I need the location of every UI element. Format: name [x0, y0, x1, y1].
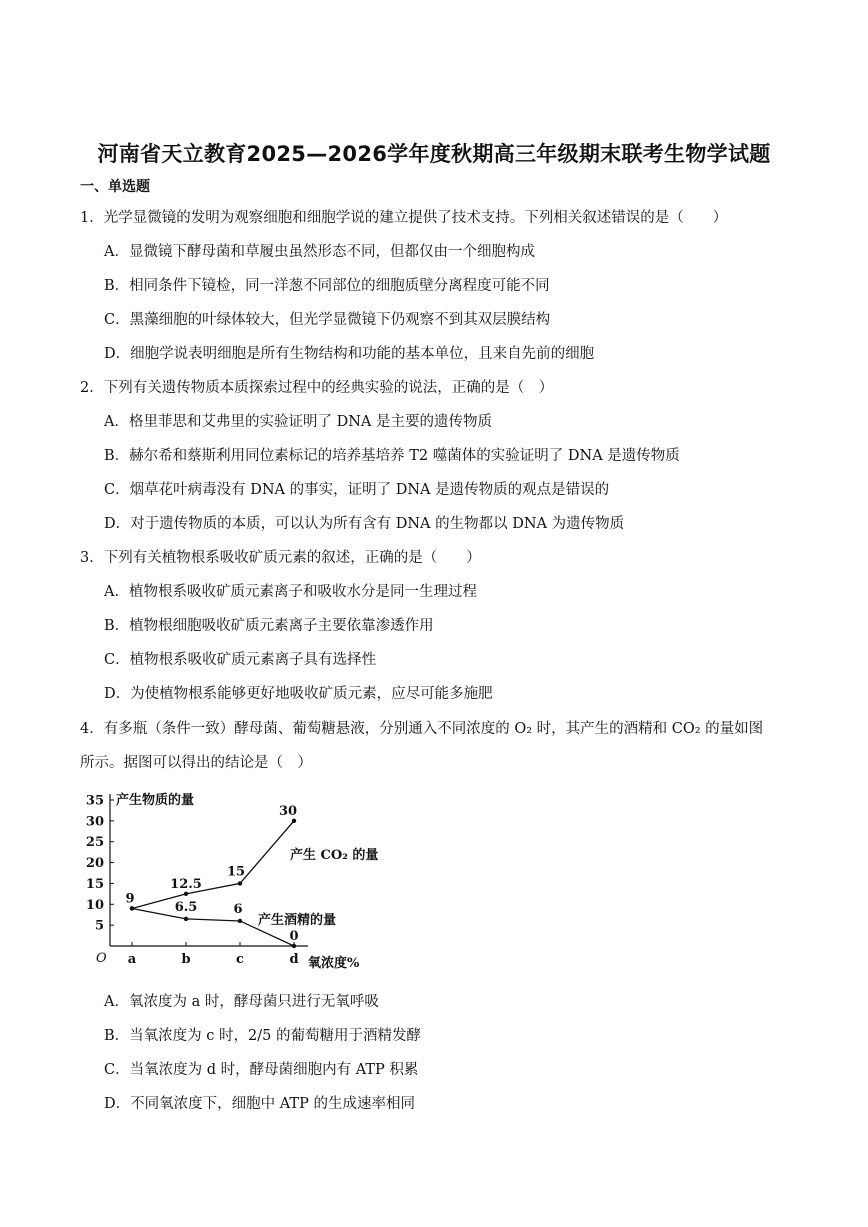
data-label: 12.5 [170, 876, 202, 892]
data-point [238, 919, 242, 923]
question-3-option-c: C．植物根系吸收矿质元素离子具有选择性 [104, 652, 377, 668]
x-tick-label: b [181, 952, 191, 967]
question-1-stem: 1．光学显微镜的发明为观察细胞和细胞学说的建立提供了技术支持。下列相关叙述错误的是（ ） [80, 210, 728, 226]
data-point [130, 906, 134, 910]
y-tick-label: 5 [94, 918, 104, 934]
x-tick-label: d [289, 952, 299, 967]
x-tick-label: a [127, 952, 137, 967]
question-2-option-d: D．对于遗传物质的本质，可以认为所有含有 DNA 的生物都以 DNA 为遗传物质 [104, 516, 625, 532]
question-4-option-a: A．氧浓度为 a 时，酵母菌只进行无氧呼吸 [104, 994, 379, 1010]
question-2-stem: 2．下列有关遗传物质本质探索过程中的经典实验的说法，正确的是（ ） [80, 380, 554, 396]
data-label: 30 [278, 803, 298, 819]
origin-label: O [96, 951, 107, 966]
question-3-option-a: A．植物根系吸收矿质元素离子和吸收水分是同一生理过程 [104, 584, 477, 600]
data-point [292, 944, 296, 948]
question-1-option-b: B．相同条件下镜检，同一洋葱不同部位的细胞质壁分离程度可能不同 [104, 278, 550, 294]
x-axis-label: 氧浓度% [308, 956, 360, 971]
question-2-option-c: C．烟草花叶病毒没有 DNA 的事实，证明了 DNA 是遗传物质的观点是错误的 [104, 482, 610, 498]
data-label: 0 [289, 929, 299, 944]
question-1-option-d: D．细胞学说表明细胞是所有生物结构和功能的基本单位，且来自先前的细胞 [104, 346, 595, 362]
question-4-option-b: B．当氧浓度为 c 时，2/5 的葡萄糖用于酒精发酵 [104, 1028, 421, 1044]
section-heading: 一、单选题 [80, 179, 150, 195]
y-axis-label: 产生物质的量 [116, 793, 195, 808]
oxygen-chart [78, 788, 378, 978]
series-name-label: 产生 CO₂ 的量 [290, 847, 378, 863]
data-label: 6.5 [174, 899, 198, 915]
data-point [238, 881, 242, 885]
paper-title: 河南省天立教育2025—2026学年度秋期高三年级期末联考生物学试题 [97, 142, 771, 166]
question-1-option-a: A．显微镜下酵母菌和草履虫虽然形态不同，但都仅由一个细胞构成 [104, 244, 535, 260]
question-4-option-c: C．当氧浓度为 d 时，酵母菌细胞内有 ATP 积累 [104, 1062, 419, 1078]
series-name-label: 产生酒精的量 [258, 913, 337, 928]
data-point [184, 917, 188, 921]
question-2-option-a: A．格里菲思和艾弗里的实验证明了 DNA 是主要的遗传物质 [104, 414, 492, 430]
y-tick-label: 35 [85, 793, 104, 809]
y-tick-label: 15 [85, 876, 104, 892]
series-line [132, 821, 294, 909]
y-tick-label: 30 [85, 814, 104, 830]
question-4-stem: 4．有多瓶（条件一致）酵母菌、葡萄糖悬液，分别通入不同浓度的 O₂ 时，其产生的酒精和 CO₂ 的量如图 [80, 721, 764, 737]
question-1-option-c: C．黑藻细胞的叶绿体较大，但光学显微镜下仍观察不到其双层膜结构 [104, 312, 551, 328]
question-3-option-d: D．为使植物根系能够更好地吸收矿质元素，应尽可能多施肥 [104, 686, 493, 702]
y-tick-label: 10 [85, 897, 104, 913]
data-label: 15 [226, 864, 246, 880]
data-point [184, 892, 188, 896]
question-2-option-b: B．赫尔希和蔡斯利用同位素标记的培养基培养 T2 噬菌体的实验证明了 DNA 是遗传物质 [104, 448, 680, 464]
y-tick-label: 20 [85, 856, 104, 872]
question-3-option-b: B．植物根细胞吸收矿质元素离子主要依靠渗透作用 [104, 618, 434, 634]
data-label: 9 [125, 891, 135, 907]
y-tick-label: 25 [85, 835, 104, 851]
question-4-stem-continued: 所示。据图可以得出的结论是（ ） [80, 755, 312, 771]
data-label: 6 [233, 901, 243, 917]
x-tick-label: c [236, 952, 244, 967]
question-4-option-d: D．不同氧浓度下，细胞中 ATP 的生成速率相同 [104, 1096, 415, 1112]
question-3-stem: 3．下列有关植物根系吸收矿质元素的叙述，正确的是（ ） [80, 550, 481, 566]
data-point [292, 819, 296, 823]
